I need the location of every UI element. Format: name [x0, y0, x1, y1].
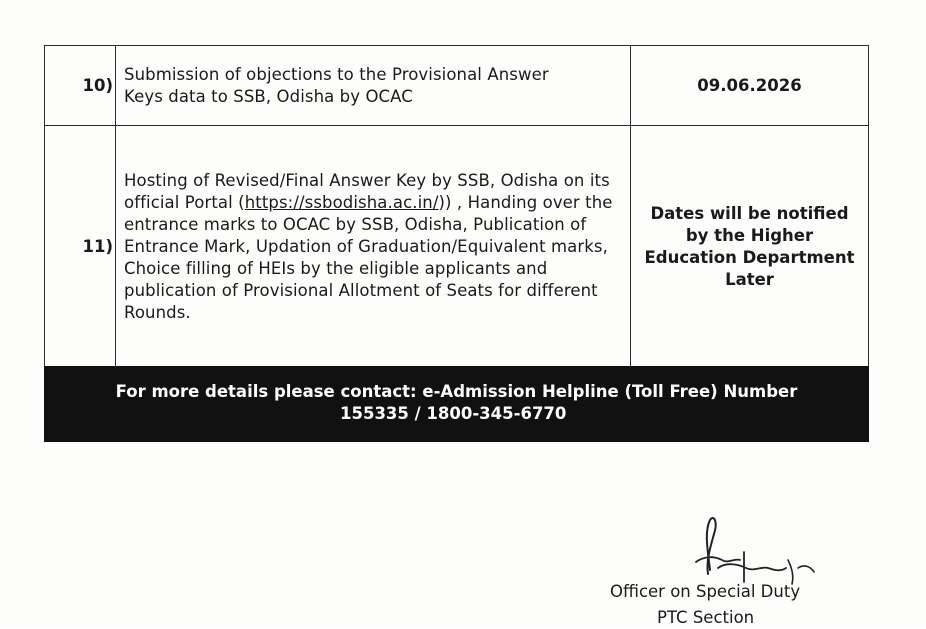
activity-cell: [116, 126, 631, 369]
portal-link[interactable]: https://ssbodisha.ac.in/: [244, 193, 439, 212]
helpline-numbers: 155335 / 1800-345-6770: [340, 404, 567, 423]
table-row: [45, 126, 869, 369]
schedule-table: [44, 45, 869, 369]
activity-line: Keys data to SSB, Odisha by OCAC: [124, 86, 413, 106]
serial-number: 11): [45, 126, 116, 369]
contact-banner: [44, 366, 869, 442]
date-line: Dates will be notified: [650, 204, 849, 223]
table-row: [45, 46, 869, 126]
signature-graphic: [648, 512, 828, 592]
handwritten-signature: [648, 512, 828, 592]
officer-title: Officer on Special Duty: [610, 582, 801, 601]
activity-text: )) , Handing over the entrance marks to OCAC by SSB, Odisha, Publication of Entrance Mark, Updation of Graduation/Equivalent marks, Choice filling of HEIs by the eligible applicants and publication of Provisional Allotment of Seats for different Rounds.: [124, 193, 613, 322]
section-name: PTC Section: [657, 608, 755, 627]
date-line: Later: [725, 270, 774, 289]
activity-line: Submission of objections to the Provisional Answer: [124, 64, 549, 84]
activity-text: Hosting of Revised/Final Answer Key by SSB, Odisha on its official Portal (: [124, 171, 610, 212]
date-cell: [631, 46, 869, 126]
date-cell: [631, 126, 869, 369]
date-line: Education Department: [644, 248, 855, 267]
serial-number: 10): [45, 46, 116, 126]
date-line: 09.06.2026: [697, 75, 802, 95]
activity-cell: [116, 46, 631, 126]
date-line: by the Higher: [685, 226, 814, 245]
contact-line: For more details please contact: e-Admission Helpline (Toll Free) Number: [115, 382, 798, 401]
